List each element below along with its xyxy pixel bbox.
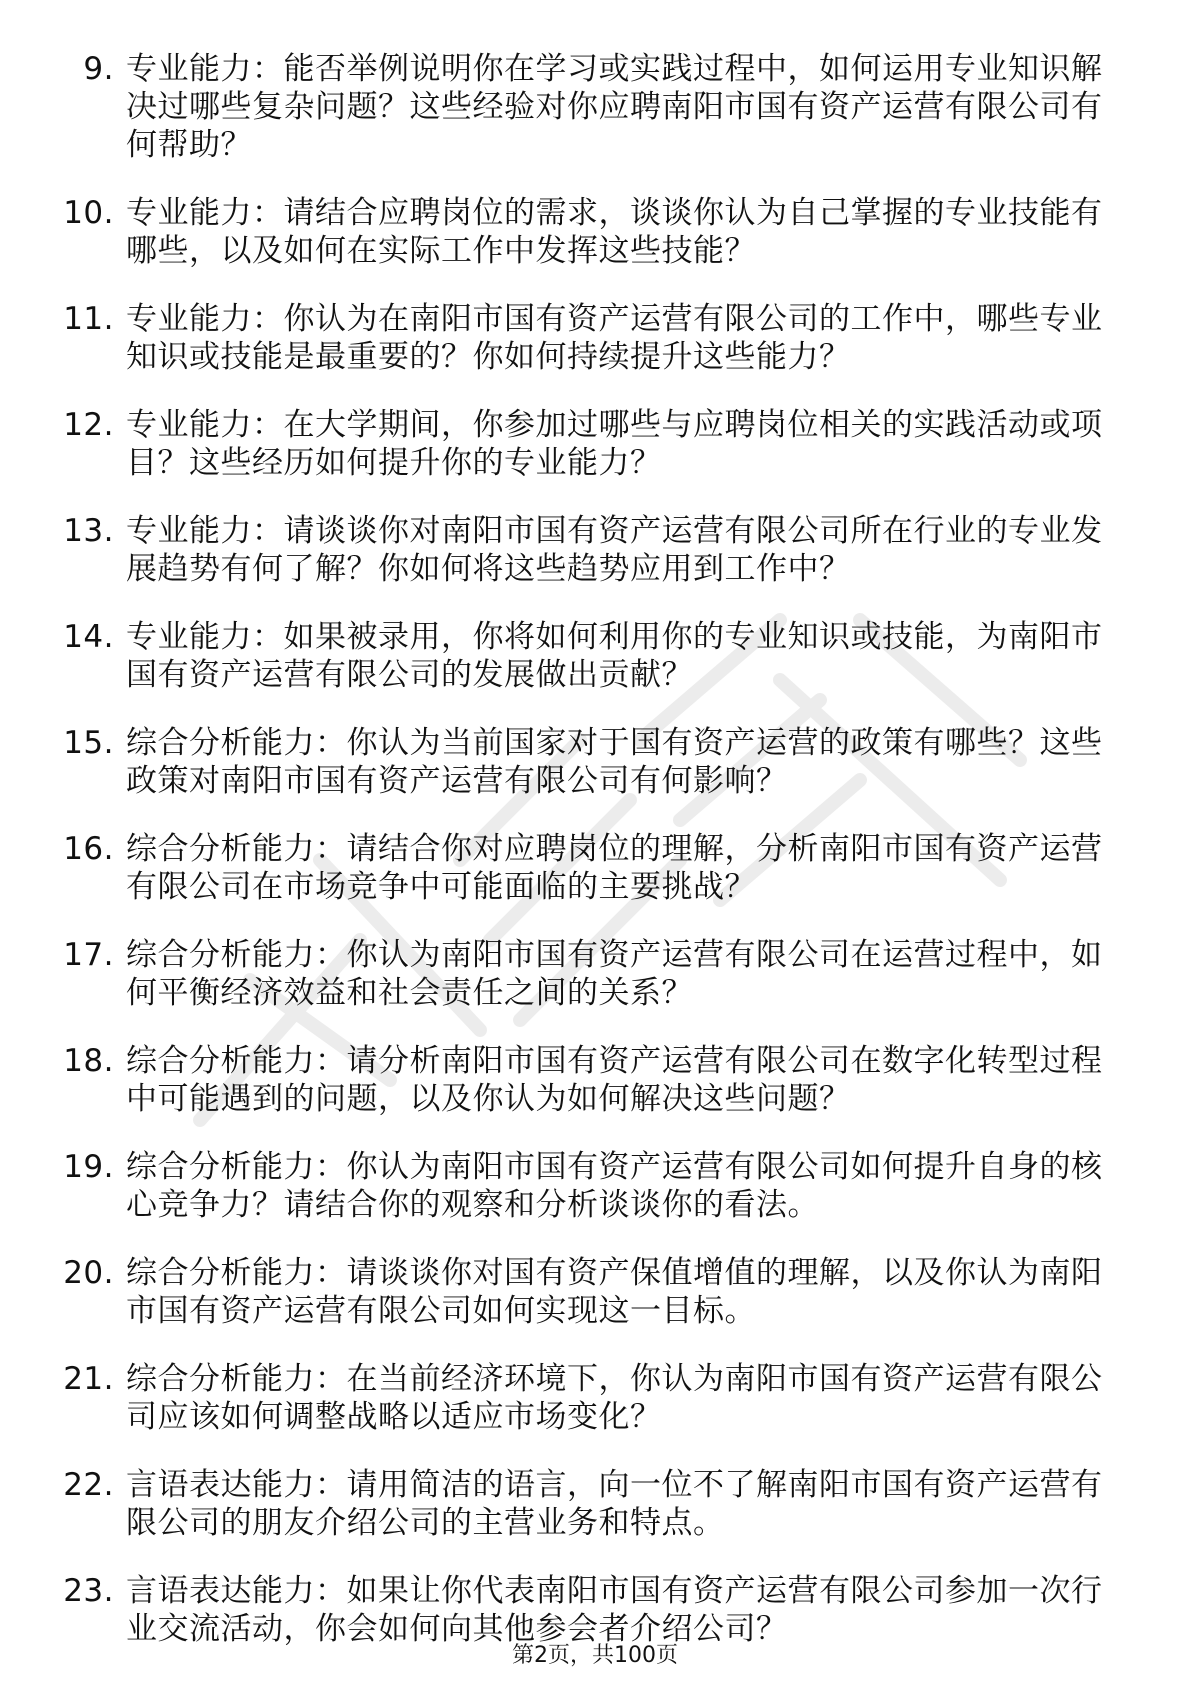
- question-item: [0, 618, 1106, 694]
- question-text: 言语表达能力：如果让你代表南阳市国有资产运营有限公司参加一次行业交流活动，你会如何向其他参会者介绍公司？: [126, 1573, 1103, 1647]
- question-item: [0, 406, 1106, 482]
- question-text: 言语表达能力：请用简洁的语言，向一位不了解南阳市国有资产运营有限公司的朋友介绍公司的主营业务和特点。: [126, 1467, 1103, 1541]
- question-item: [0, 512, 1106, 588]
- question-number: 10.: [63, 195, 114, 231]
- question-number: 9.: [83, 51, 114, 87]
- question-text: 专业能力：在大学期间，你参加过哪些与应聘岗位相关的实践活动或项目？这些经历如何提升你的专业能力？: [126, 407, 1103, 481]
- question-item: [0, 936, 1106, 1012]
- question-number: 13.: [63, 513, 114, 549]
- question-text: 综合分析能力：请分析南阳市国有资产运营有限公司在数字化转型过程中可能遇到的问题，以及你认为如何解决这些问题？: [126, 1043, 1103, 1117]
- page-footer: 第2页，共100页: [512, 1643, 678, 1668]
- question-item: [0, 1360, 1106, 1436]
- question-item: [0, 1466, 1106, 1542]
- question-text: 专业能力：请谈谈你对南阳市国有资产运营有限公司所在行业的专业发展趋势有何了解？你如何将这些趋势应用到工作中？: [126, 513, 1103, 587]
- question-number: 14.: [63, 619, 114, 655]
- question-item: [0, 194, 1106, 270]
- question-number: 21.: [63, 1361, 114, 1397]
- question-number: 22.: [63, 1467, 114, 1503]
- question-text: 专业能力：如果被录用，你将如何利用你的专业知识或技能，为南阳市国有资产运营有限公司的发展做出贡献？: [126, 619, 1103, 693]
- question-number: 12.: [63, 407, 114, 443]
- question-item: [0, 1572, 1106, 1648]
- question-text: 综合分析能力：你认为当前国家对于国有资产运营的政策有哪些？这些政策对南阳市国有资产运营有限公司有何影响？: [126, 725, 1103, 799]
- question-number: 23.: [63, 1573, 114, 1609]
- question-text: 专业能力：你认为在南阳市国有资产运营有限公司的工作中，哪些专业知识或技能是最重要的？你如何持续提升这些能力？: [126, 301, 1103, 375]
- question-number: 17.: [63, 937, 114, 973]
- question-item: [0, 1254, 1106, 1330]
- question-text: 综合分析能力：请谈谈你对国有资产保值增值的理解，以及你认为南阳市国有资产运营有限公司如何实现这一目标。: [126, 1255, 1103, 1329]
- question-text: 综合分析能力：在当前经济环境下，你认为南阳市国有资产运营有限公司应该如何调整战略以适应市场变化？: [126, 1361, 1103, 1435]
- question-text: 专业能力：能否举例说明你在学习或实践过程中，如何运用专业知识解决过哪些复杂问题？这些经验对你应聘南阳市国有资产运营有限公司有何帮助？: [126, 51, 1103, 163]
- question-item: [0, 300, 1106, 376]
- question-text: 综合分析能力：请结合你对应聘岗位的理解，分析南阳市国有资产运营有限公司在市场竞争中可能面临的主要挑战？: [126, 831, 1103, 905]
- question-text: 综合分析能力：你认为南阳市国有资产运营有限公司如何提升自身的核心竞争力？请结合你的观察和分析谈谈你的看法。: [126, 1149, 1103, 1223]
- question-number: 16.: [63, 831, 114, 867]
- question-item: [0, 724, 1106, 800]
- question-number: 18.: [63, 1043, 114, 1079]
- question-number: 20.: [63, 1255, 114, 1291]
- question-item: [0, 830, 1106, 906]
- question-text: 专业能力：请结合应聘岗位的需求，谈谈你认为自己掌握的专业技能有哪些，以及如何在实际工作中发挥这些技能？: [126, 195, 1103, 269]
- question-number: 11.: [63, 301, 114, 337]
- question-item: [0, 50, 1106, 164]
- question-list: [0, 50, 1190, 1678]
- question-text: 综合分析能力：你认为南阳市国有资产运营有限公司在运营过程中，如何平衡经济效益和社会责任之间的关系？: [126, 937, 1103, 1011]
- question-item: [0, 1042, 1106, 1118]
- question-number: 15.: [63, 725, 114, 761]
- question-item: [0, 1148, 1106, 1224]
- question-number: 19.: [63, 1149, 114, 1185]
